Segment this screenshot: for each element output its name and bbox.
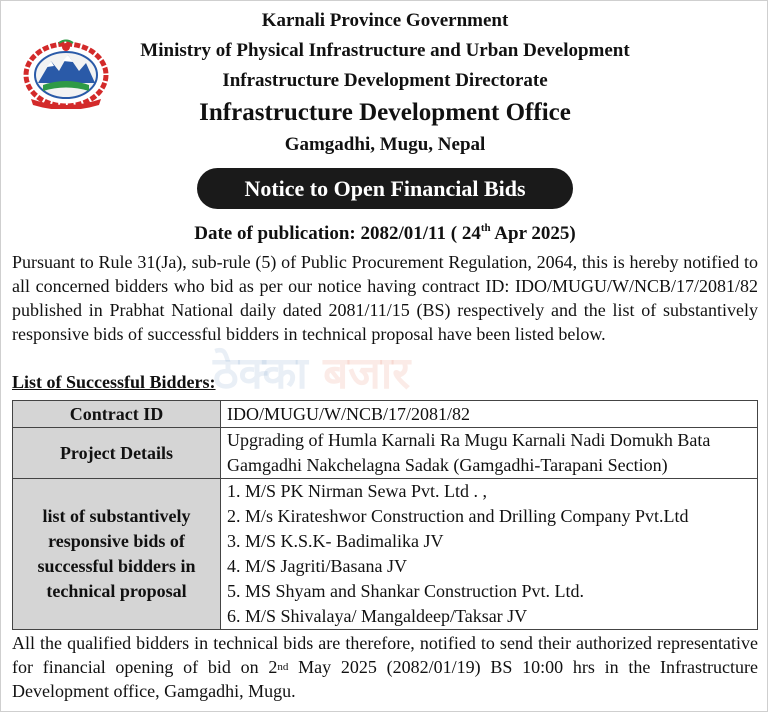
- bidders-label-line: technical proposal: [46, 581, 187, 601]
- closing-paragraph: [12, 631, 758, 703]
- bidders-label-line: responsive bids of: [48, 531, 185, 551]
- contract-id-value: IDO/MUGU/W/NCB/17/2081/82: [221, 401, 758, 428]
- publication-date-bs: 2082/01/11: [360, 223, 446, 244]
- notice-title: Notice to Open Financial Bids: [197, 168, 573, 209]
- closing-sup: nd: [277, 661, 289, 673]
- bidders-label: [13, 479, 221, 630]
- watermark-part2: बजार: [323, 348, 411, 399]
- project-line: Upgrading of Humla Karnali Ra Mugu Karnali Nadi Domukh Bata: [227, 430, 711, 450]
- bidders-list: [221, 479, 758, 630]
- intro-paragraph: Pursuant to Rule 31(Ja), sub-rule (5) of Public Procurement Regulation, 2064, this is hereby notified to all concerned bidders who bid as per our notice having contract ID: IDO/MUGU/W/NCB/17/2081/82 published in Prabhat National daily dated 2081/11/15 (BS) respectively and the list of substantively responsive bids of successful bidders in technical proposal have been listed below.: [12, 252, 758, 344]
- header-government: Karnali Province Government: [261, 10, 509, 31]
- closing-part1: All the qualified bidders in technical bids are therefore, notified to send their authorized representative for financial opening of bid on 2: [12, 633, 758, 677]
- table-row: [13, 401, 758, 428]
- publication-label: Date of publication:: [194, 223, 356, 244]
- publication-date: Date of publication: 2082/01/11 ( 24th Apr 2025): [194, 222, 576, 244]
- table-row: [13, 428, 758, 479]
- project-details-label: Project Details: [13, 428, 221, 479]
- bidders-label-line: list of substantively: [42, 506, 191, 526]
- publication-day-suffix: th: [480, 222, 491, 234]
- header-directorate: Infrastructure Development Directorate: [222, 70, 548, 91]
- publication-day: 24: [461, 223, 481, 244]
- contract-id-label: Contract ID: [13, 401, 221, 428]
- list-item: 6. M/S Shivalaya/ Mangaldeep/Taksar JV: [227, 606, 528, 626]
- list-item: 4. M/S Jagriti/Basana JV: [227, 556, 407, 576]
- closing-part2: May 2025 (2082/01/19) BS 10:00 hrs in the Infrastructure Development office, Gamgadhi, Mugu.: [12, 657, 758, 701]
- header-location: Gamgadhi, Mugu, Nepal: [284, 134, 486, 155]
- list-heading: List of Successful Bidders:: [12, 372, 216, 392]
- list-item: 1. M/S PK Nirman Sewa Pvt. Ltd . ,: [227, 481, 488, 501]
- table-row: [13, 479, 758, 630]
- watermark: [213, 341, 410, 401]
- list-item: 2. M/s Kirateshwor Construction and Drilling Company Pvt.Ltd: [227, 506, 689, 526]
- header-ministry: Ministry of Physical Infrastructure and Urban Development: [140, 40, 630, 61]
- watermark-part1: ठेक्का: [213, 348, 308, 399]
- bidders-label-line: successful bidders in: [37, 556, 196, 576]
- project-details-value: [221, 428, 758, 479]
- publication-month-year: Apr 2025): [494, 223, 576, 244]
- header-office: Infrastructure Development Office: [199, 99, 571, 126]
- list-item: 5. MS Shyam and Shankar Construction Pvt. Ltd.: [227, 581, 584, 601]
- project-line: Gamgadhi Nakchelagna Sadak (Gamgadhi-Tarapani Section): [227, 455, 668, 475]
- list-item: 3. M/S K.S.K- Badimalika JV: [227, 531, 444, 551]
- bidders-table: [12, 400, 758, 630]
